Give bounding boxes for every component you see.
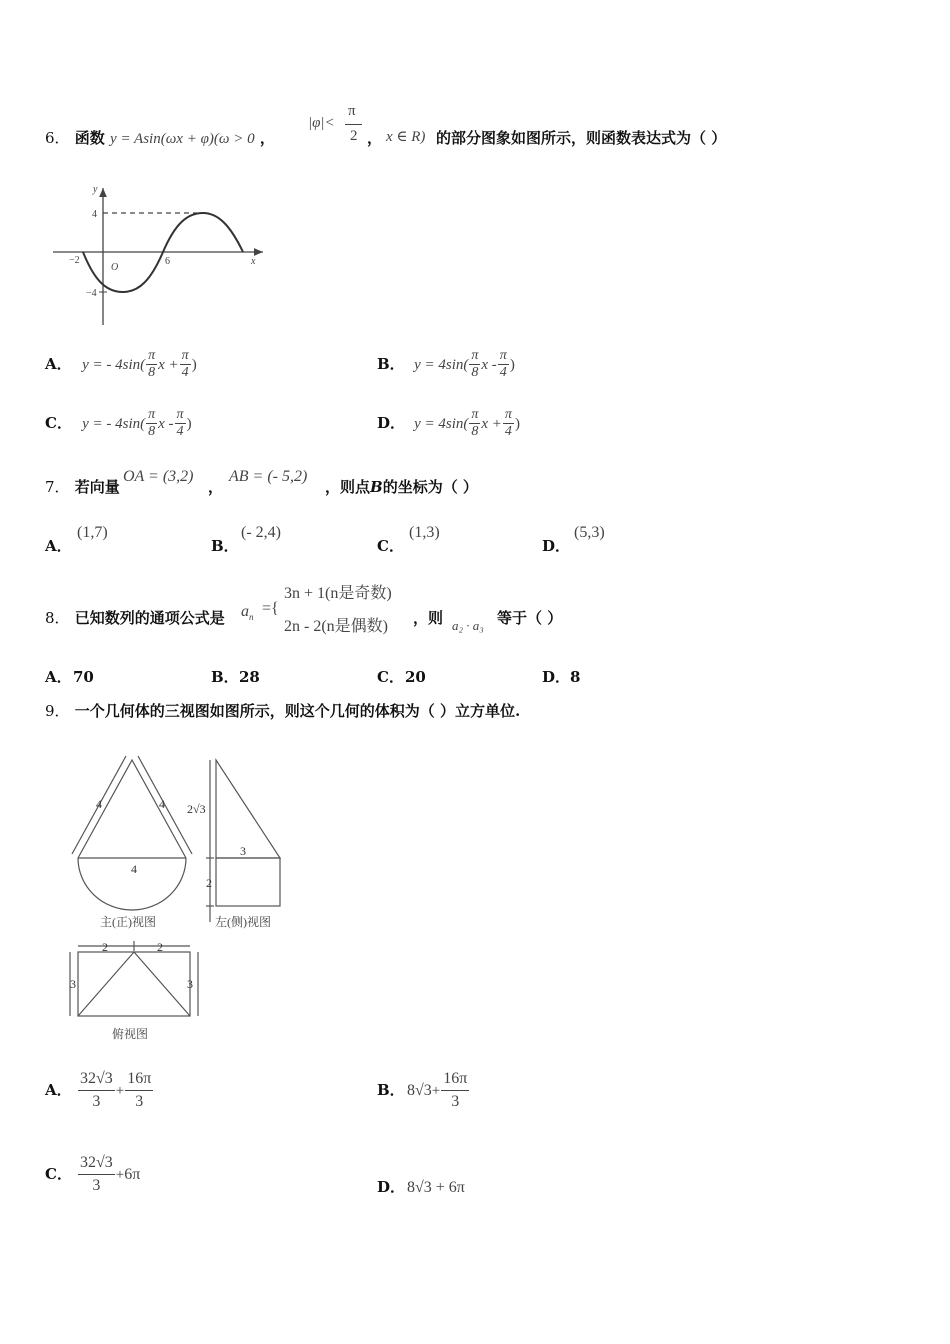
q6-x-domain: x ∈ R) — [386, 129, 426, 145]
q7-option-a[interactable]: A．(1,7) — [45, 524, 108, 555]
q9-option-c[interactable]: C． $\frac{32√3}{3}$ +6π — [45, 1154, 141, 1194]
q9-option-b[interactable]: B． 8√3+ $\frac{16\pi}{3}$ — [377, 1070, 468, 1110]
side-rect — [216, 858, 280, 906]
q9-three-views — [60, 752, 290, 1047]
svg-text:4: 4 — [159, 797, 165, 811]
q9-option-a[interactable]: A． $\frac{32√3}{3}$ + $\frac{16\pi}{3}$ — [45, 1070, 152, 1110]
origin-label: O — [111, 262, 119, 273]
q6-two: 2 — [350, 128, 358, 144]
q6-option-a[interactable]: A． y = - 4sin( $\frac{\pi}{8}$ x + $\frac{\pi}{4}$ ) — [45, 348, 197, 380]
svg-text:2√3: 2√3 — [187, 802, 206, 816]
front-caption: 主(正)视图 — [100, 915, 156, 929]
svg-text:2: 2 — [102, 940, 108, 954]
q7-stem: 7． 若向量 — [45, 478, 120, 496]
q7-tail: ，则点B的坐标为（ ） — [325, 478, 478, 496]
side-triangle — [216, 760, 280, 858]
q8-product: a₂ · a₃ — [452, 618, 484, 633]
q8-stem: 8． 已知数列的通项公式是 — [45, 609, 225, 627]
q8-case-even: 2n - 2(n是偶数) — [284, 618, 388, 635]
q8-option-d[interactable]: D．8 — [542, 668, 581, 686]
tick-neg2-label: −2 — [69, 255, 80, 266]
svg-text:3: 3 — [187, 977, 193, 991]
svg-text:3: 3 — [240, 844, 246, 858]
q6-frac-line — [345, 124, 362, 125]
front-dim-right — [138, 756, 192, 854]
q6-number: 6． — [45, 129, 70, 147]
tick-4-label: 4 — [92, 209, 97, 220]
top-triangle — [78, 952, 190, 1016]
q9-stem: 9． 一个几何体的三视图如图所示，则这个几何的体积为（ ）立方单位. — [45, 702, 521, 720]
top-rect — [78, 952, 190, 1016]
q6-sine-graph — [45, 182, 275, 330]
tick-6-label: 6 — [165, 256, 170, 267]
svg-text:3: 3 — [70, 977, 76, 991]
q7-option-d[interactable]: D．(5,3) — [542, 524, 605, 555]
q6-lead: 函数 — [74, 129, 105, 147]
q8-option-a[interactable]: A．70 — [45, 668, 94, 686]
q6-pi: π — [348, 103, 356, 119]
q6-stem: 6． 函数 y = Asin(ωx + φ)(ω > 0 ， — [45, 129, 275, 147]
svg-text:4: 4 — [96, 797, 102, 811]
q7-vector-oa: OA = (3,2) — [123, 468, 194, 485]
q8-an: $a_n$ — [241, 603, 254, 623]
q6-option-c[interactable]: C． y = - 4sin( $\frac{\pi}{8}$ x - $\frac{\pi}{4}$ ) — [45, 407, 192, 439]
q8-option-c[interactable]: C．20 — [377, 668, 426, 686]
q8-eq: ={ — [262, 600, 279, 617]
top-caption: 俯视图 — [112, 1027, 149, 1041]
q6-formula: y = Asin(ωx + φ)(ω > 0 — [110, 131, 255, 147]
q6-phi-cond: |φ|< — [308, 115, 335, 131]
q6-option-d[interactable]: D． y = 4sin( $\frac{\pi}{8}$ x + $\frac{\pi}{4}$ ) — [377, 407, 520, 439]
q8-option-b[interactable]: B．28 — [211, 668, 260, 686]
q7-option-c[interactable]: C．(1,3) — [377, 524, 440, 555]
tick-neg4-label: −4 — [86, 288, 97, 299]
q8-case-odd: 3n + 1(n是奇数) — [284, 585, 392, 602]
q6-option-b[interactable]: B． y = 4sin( $\frac{\pi}{8}$ x - $\frac{\pi}{4}$ ) — [377, 348, 515, 380]
x-label: x — [251, 256, 256, 267]
q6-tail: 的部分图象如图所示，则函数表达式为（ ） — [436, 129, 727, 147]
side-caption: 左(侧)视图 — [215, 915, 271, 929]
svg-text:2: 2 — [206, 876, 212, 890]
svg-text:4: 4 — [131, 862, 137, 876]
front-triangle — [78, 760, 186, 858]
svg-text:2: 2 — [157, 940, 163, 954]
q7-option-b[interactable]: B．(- 2,4) — [211, 524, 281, 555]
y-label: y — [93, 184, 98, 195]
q7-vector-ab: AB = (- 5,2) — [229, 468, 308, 485]
q8-tail: 等于（ ） — [497, 609, 563, 627]
q9-option-d[interactable]: D． 8√3 + 6π — [377, 1178, 465, 1196]
